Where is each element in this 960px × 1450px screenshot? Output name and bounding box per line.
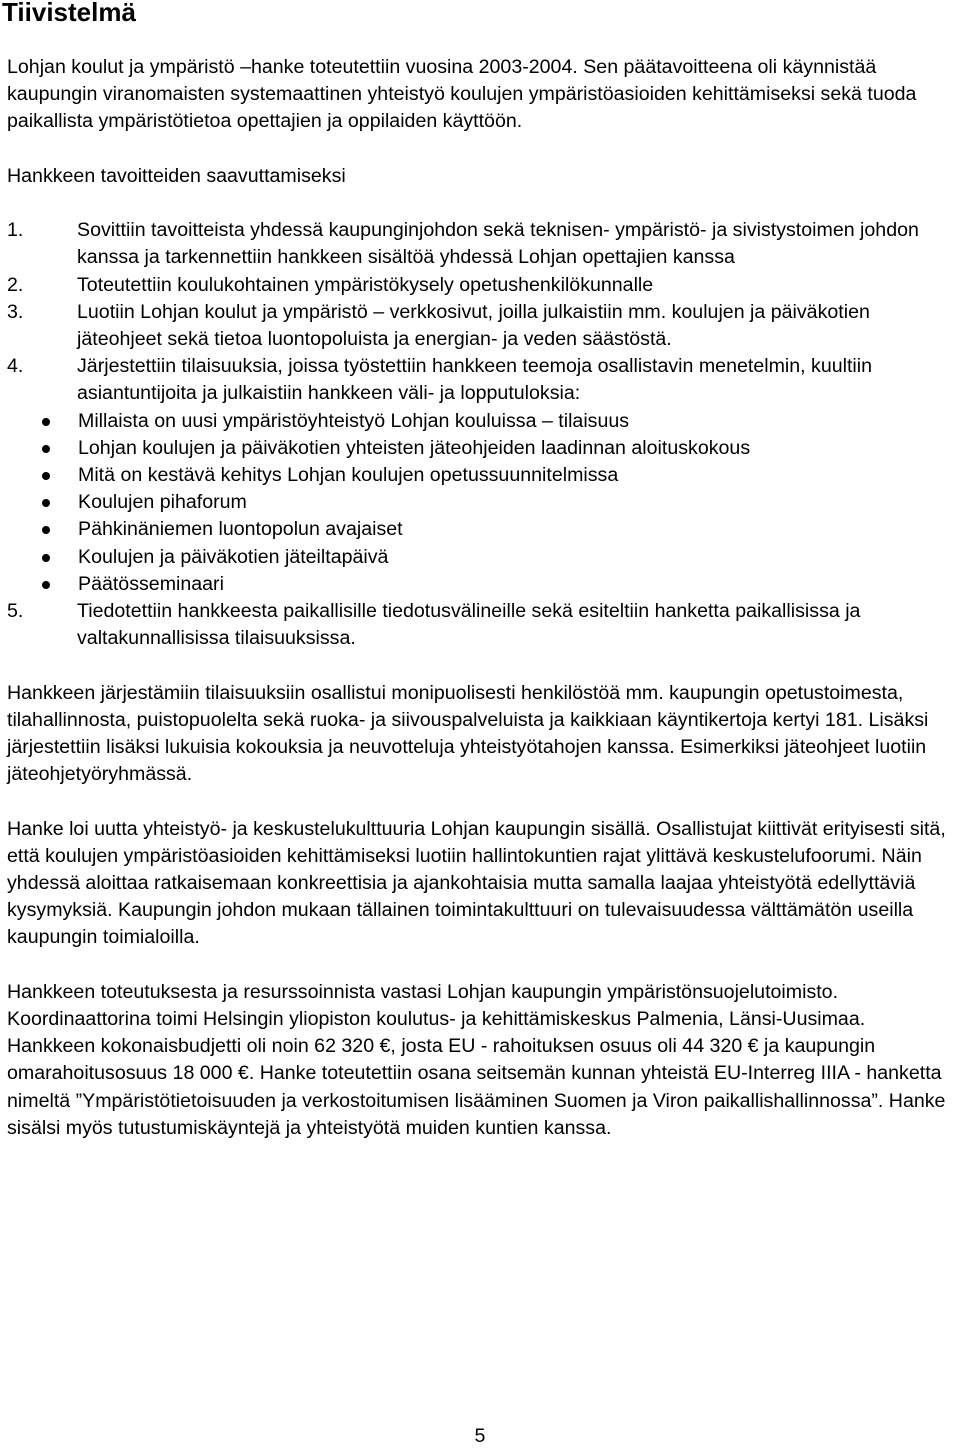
- bullet-item: [7, 489, 957, 516]
- bullet-icon: [42, 445, 50, 453]
- step-item: [7, 299, 957, 353]
- step-text: Sovittiin tavoitteista yhdessä kaupunginjohdon sekä teknisen- ympäristö- ja sivistystoimen johdon kanssa ja tarkennettiin hankkeen sisältöä yhdessä Lohjan opettajien kanssa: [77, 219, 919, 269]
- step-number: 3.: [7, 300, 24, 323]
- bullet-item: [7, 408, 957, 435]
- bullet-item: [7, 516, 957, 543]
- step-item: [7, 353, 957, 407]
- events-bullet-list: [7, 408, 957, 598]
- culture-paragraph: Hanke loi uutta yhteistyö- ja keskustelukulttuuria Lohjan kaupungin sisällä. Osallistujat kiittivät erityisesti sitä, että koulujen ympäristöasioiden kehittämiseksi luotiin hallintokuntien rajat ylittävä keskustelufoorumi. Näin yhdessä aloittaa ratkaisemaan konkreettisia ja ajankohtaisia mutta samalla laajaa yhteistyötä edellyttäviä kysymyksiä. Kaupungin johdon mukaan tällainen toimintakulttuuri on tulevaisuudessa välttämätön useilla kaupungin toimialoilla.: [7, 817, 946, 949]
- bullet-text: Millaista on uusi ympäristöyhteistyö Lohjan kouluissa – tilaisuus: [78, 409, 630, 432]
- step-number: 2.: [7, 273, 24, 296]
- bullet-icon: [42, 526, 50, 534]
- step-number: 4.: [7, 355, 24, 378]
- step-text: Toteutettiin koulukohtainen ympäristökysely opetushenkilökunnalle: [77, 273, 654, 296]
- bullet-text: Päätösseminaari: [78, 572, 224, 595]
- step-number: 1.: [7, 219, 24, 242]
- intro-paragraph: Lohjan koulut ja ympäristö –hanke toteutettiin vuosina 2003-2004. Sen päätavoitteena oli käynnistää kaupungin viranomaisten systemaattinen yhteistyö koulujen ympäristöasioiden kehittämiseksi sekä tuoda paikallista ympäristötietoa opettajien ja oppilaiden käyttöön.: [7, 56, 917, 133]
- bullet-icon: [42, 554, 50, 562]
- step-text: Luotiin Lohjan koulut ja ympäristö – verkkosivut, joilla julkaistiin mm. koulujen ja päiväkotien jäteohjeet sekä tietoa luontopoluista ja energian- ja veden säästöstä.: [77, 300, 870, 350]
- bullet-icon: [42, 472, 50, 480]
- steps-list-continued: [7, 598, 957, 652]
- step-text: Järjestettiin tilaisuuksia, joissa työstettiin hankkeen teemoja osallistavin menetelmin, kuultiin asiantuntijoita ja julkaistiin hankkeen väli- ja lopputuloksia:: [77, 355, 873, 405]
- bullet-text: Koulujen pihaforum: [78, 491, 247, 514]
- bullet-text: Pähkinäniemen luontopolun avajaiset: [78, 518, 403, 541]
- bullet-icon: [42, 418, 50, 426]
- goals-heading: Hankkeen tavoitteiden saavuttamiseksi: [7, 164, 346, 187]
- step-text: Tiedotettiin hankkeesta paikallisille tiedotusvälineille sekä esiteltiin hanketta paikallisissa ja valtakunnallisissa tilaisuuksissa.: [77, 600, 861, 650]
- bullet-item: [7, 571, 957, 598]
- bullet-item: [7, 462, 957, 489]
- funding-paragraph: Hankkeen toteutuksesta ja resurssoinnista vastasi Lohjan kaupungin ympäristönsuojelutoimisto. Koordinaattorina toimi Helsingin yliopiston koulutus- ja kehittämiskeskus Palmenia, Länsi-Uusimaa. Hankkeen kokonaisbudjetti oli noin 62 320 €, josta EU - rahoituksen osuus oli 44 320 € ja kaupungin omarahoitusosuus 18 000 €. Hanke toteutettiin osana seitsemän kunnan yhteistä EU-Interreg IIIA - hanketta nimeltä ”Ympäristötietoisuuden ja verkostoitumisen lisääminen Suomen ja Viron paikallishallinnossa”. Hanke sisälsi myös tutustumiskäyntejä ja yhteistyötä muiden kuntien kanssa.: [7, 980, 946, 1139]
- bullet-icon: [42, 581, 50, 589]
- bullet-item: [7, 435, 957, 462]
- step-item: [7, 598, 957, 652]
- document-body: [7, 54, 957, 1142]
- step-item: [7, 272, 957, 299]
- bullet-text: Lohjan koulujen ja päiväkotien yhteisten jäteohjeiden laadinnan aloituskokous: [78, 436, 751, 459]
- bullet-text: Koulujen ja päiväkotien jäteiltapäivä: [78, 545, 389, 568]
- step-number: 5.: [7, 600, 24, 623]
- steps-list: [7, 217, 957, 407]
- bullet-item: [7, 544, 957, 571]
- bullet-text: Mitä on kestävä kehitys Lohjan koulujen opetussuunnitelmissa: [78, 464, 619, 487]
- step-item: [7, 217, 957, 271]
- page-title: Tiivistelmä: [2, 0, 136, 27]
- participation-paragraph: Hankkeen järjestämiin tilaisuuksiin osallistui monipuolisesti henkilöstöä mm. kaupungin opetustoimesta, tilahallinnosta, puistopuolelta sekä ruoka- ja siivouspalveluista ja kaikkiaan käyntikertoja kertyi 181. Lisäksi järjestettiin lisäksi lukuisia kokouksia ja neuvotteluja yhteistyötahojen kanssa. Esimerkiksi jäteohjeet luotiin jäteohjetyöryhmässä.: [7, 681, 929, 786]
- bullet-icon: [42, 499, 50, 507]
- page-number: 5: [474, 1425, 486, 1447]
